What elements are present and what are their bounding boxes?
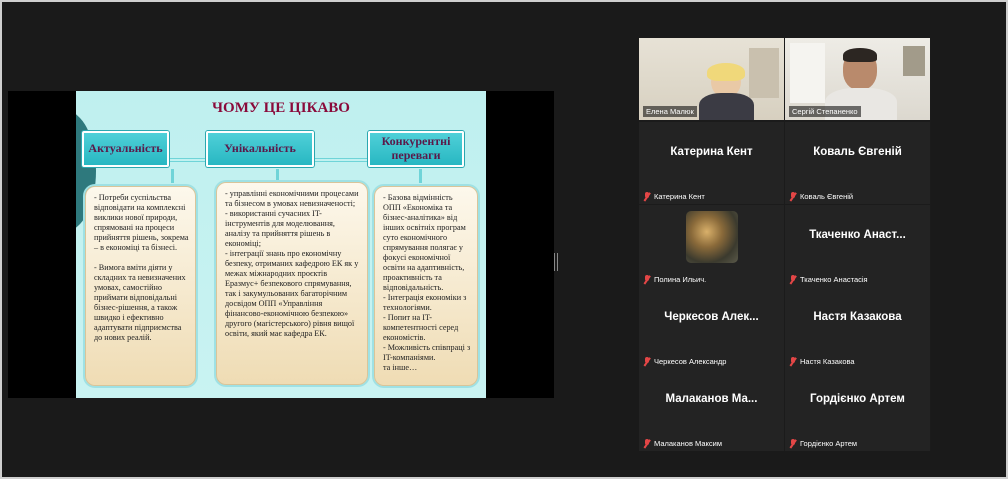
slide-title: ЧОМУ ЦЕ ЦІКАВО — [212, 100, 350, 116]
participant-gallery — [639, 38, 931, 451]
participant-name: Настя Казакова — [789, 357, 855, 366]
participant-name: Малаканов Максим — [643, 439, 722, 448]
participant-name: Коваль Євгеній — [789, 192, 853, 201]
column-text-advantages: - Базова відмінність ОПП «Економіка та бізнес-аналітика» від інших освітніх програм суто економічного спрямування полягає у фокусі економічної освіти на адаптивність, проактивність та відповідальність. - Інтеграція економіки з технологіями. - Попит на IT-компетентності серед економістів. - Можливість співпраці з IT-компаніями. та інше… — [374, 186, 478, 386]
column-header-relevance: Актуальність — [82, 131, 169, 167]
participant-tile[interactable] — [639, 122, 784, 204]
split-resize-handle[interactable] — [554, 253, 558, 271]
participant-tile[interactable] — [785, 369, 930, 451]
mic-muted-icon — [789, 275, 797, 284]
participant-tile[interactable] — [639, 205, 784, 287]
participant-display-name: Коваль Євгеній — [813, 146, 902, 158]
participant-name: Ткаченко Анастасія — [789, 275, 868, 284]
mic-muted-icon — [643, 275, 651, 284]
participant-display-name: Гордієнко Артем — [810, 393, 905, 405]
mic-muted-icon — [789, 192, 797, 201]
participant-display-name: Малаканов Ма... — [665, 393, 758, 405]
column-text-uniqueness: - управлінні економічними процесами та бізнесом в умовах невизначеності; - використанні сучасних IT-інструментів для моделювання, аналізу та прийняття рішень в економіці; - інтеграції знань про економічну безпеку, отриманих кафедрою ЕК як у межах міжнародних проєктів Еразмус+ безпекового спрямування, так і закумульованих багаторічним досвідом ОПП «Управління фінансово-економічною безпекою» другого (магістерського) рівня вищої освіти, який має кафедра ЕК. — [216, 182, 368, 385]
column-header-uniqueness: Унікальність — [206, 131, 314, 167]
participant-display-name: Катерина Кент — [670, 146, 753, 158]
participant-name: Сергій Степаненко — [789, 106, 861, 117]
mic-muted-icon — [789, 357, 797, 366]
presentation-slide — [76, 91, 486, 398]
mic-muted-icon — [643, 439, 651, 448]
mic-muted-icon — [789, 439, 797, 448]
participant-tile[interactable] — [639, 287, 784, 369]
participant-name: Елена Малюк — [643, 106, 697, 117]
participant-tile[interactable] — [639, 38, 784, 120]
participant-tile-active[interactable] — [785, 38, 930, 120]
shared-screen[interactable] — [8, 91, 554, 398]
participant-tile[interactable] — [639, 369, 784, 451]
column-header-advantages: Конкурентні переваги — [368, 131, 464, 167]
participant-tile[interactable] — [785, 287, 930, 369]
participant-display-name: Настя Казакова — [813, 311, 902, 323]
column-text-relevance: - Потреби суспільства відповідати на комплексні виклики нової природи, спрямовані на процеси прийняття рішень, зокрема – в економіці та бізнесі. - Вимога вміти діяти у складних та невизначених умовах, самостійно приймати відповідальні бізнес-рішення, а також швидко і ефективно адаптувати підприємства до нових реалій. — [85, 186, 196, 386]
participant-tile[interactable] — [785, 205, 930, 287]
participant-name: Гордієнко Артем — [789, 439, 857, 448]
participant-name: Полина Ильич. — [643, 275, 706, 284]
participant-display-name: Черкесов Алек... — [664, 311, 759, 323]
participant-name: Черкесов Александр — [643, 357, 726, 366]
participant-display-name: Ткаченко Анаст... — [809, 229, 906, 241]
mic-muted-icon — [643, 357, 651, 366]
mic-muted-icon — [643, 192, 651, 201]
participant-name: Катерина Кент — [643, 192, 705, 201]
participant-tile[interactable] — [785, 122, 930, 204]
participant-avatar — [686, 211, 738, 263]
